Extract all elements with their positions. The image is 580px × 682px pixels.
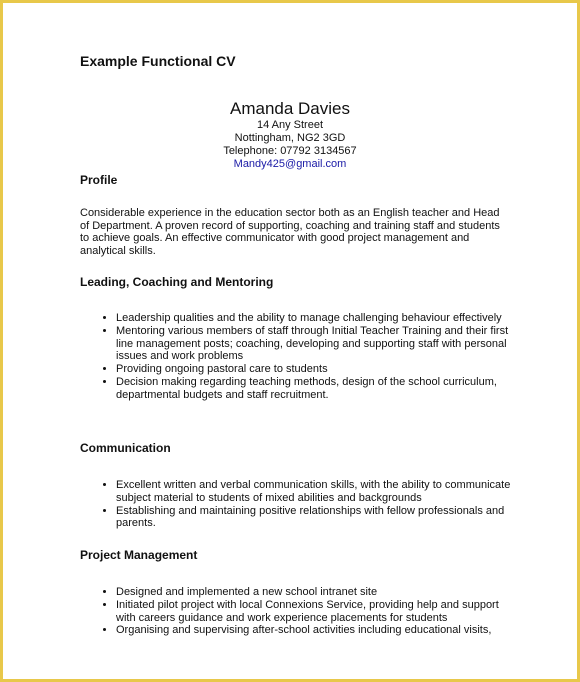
communication-heading: Communication — [80, 441, 171, 455]
project-heading: Project Management — [80, 548, 198, 562]
list-item: • Providing ongoing pastoral care to students — [116, 363, 516, 376]
list-item: • Mentoring various members of staff through Initial Teacher Training and their first line management posts; coaching, developing and supporting staff with personal issues and work problems — [116, 325, 516, 363]
telephone: Telephone: 07792 3134567 — [223, 145, 357, 157]
list-item: • Designed and implemented a new school intranet site — [116, 586, 516, 599]
leading-heading: Leading, Coaching and Mentoring — [80, 275, 274, 289]
candidate-name: Amanda Davies — [229, 99, 350, 118]
profile-text: Considerable experience in the education sector both as an English teacher and Head of Department. A proven record of supporting, coaching and training staff and students to achieve goals. An effective communicator with good project management and analytical skills. — [80, 207, 500, 257]
list-item: • Establishing and maintaining positive relationships with fellow professionals and parents. — [116, 505, 516, 531]
communication-list — [98, 479, 516, 530]
leading-list — [98, 312, 516, 402]
cv-page — [3, 3, 577, 679]
email-link[interactable]: Mandy425@gmail.com — [233, 158, 347, 170]
contact-header — [3, 99, 577, 171]
address-line-2: Nottingham, NG2 3GD — [234, 132, 346, 144]
document-title: Example Functional CV — [80, 53, 236, 69]
address-line-1: 14 Any Street — [256, 119, 324, 131]
list-item: • Organising and supervising after-school activities including educational visits, — [116, 624, 516, 637]
project-list — [98, 586, 516, 637]
list-item: • Initiated pilot project with local Connexions Service, providing help and support with careers guidance and work experience placements for students — [116, 599, 516, 625]
list-item: • Decision making regarding teaching methods, design of the school curriculum, departmental budgets and staff recruitment. — [116, 376, 516, 402]
profile-heading: Profile — [80, 173, 118, 187]
list-item: • Excellent written and verbal communication skills, with the ability to communicate subject material to students of mixed abilities and backgrounds — [116, 479, 516, 505]
list-item: • Leadership qualities and the ability to manage challenging behaviour effectively — [116, 312, 516, 325]
